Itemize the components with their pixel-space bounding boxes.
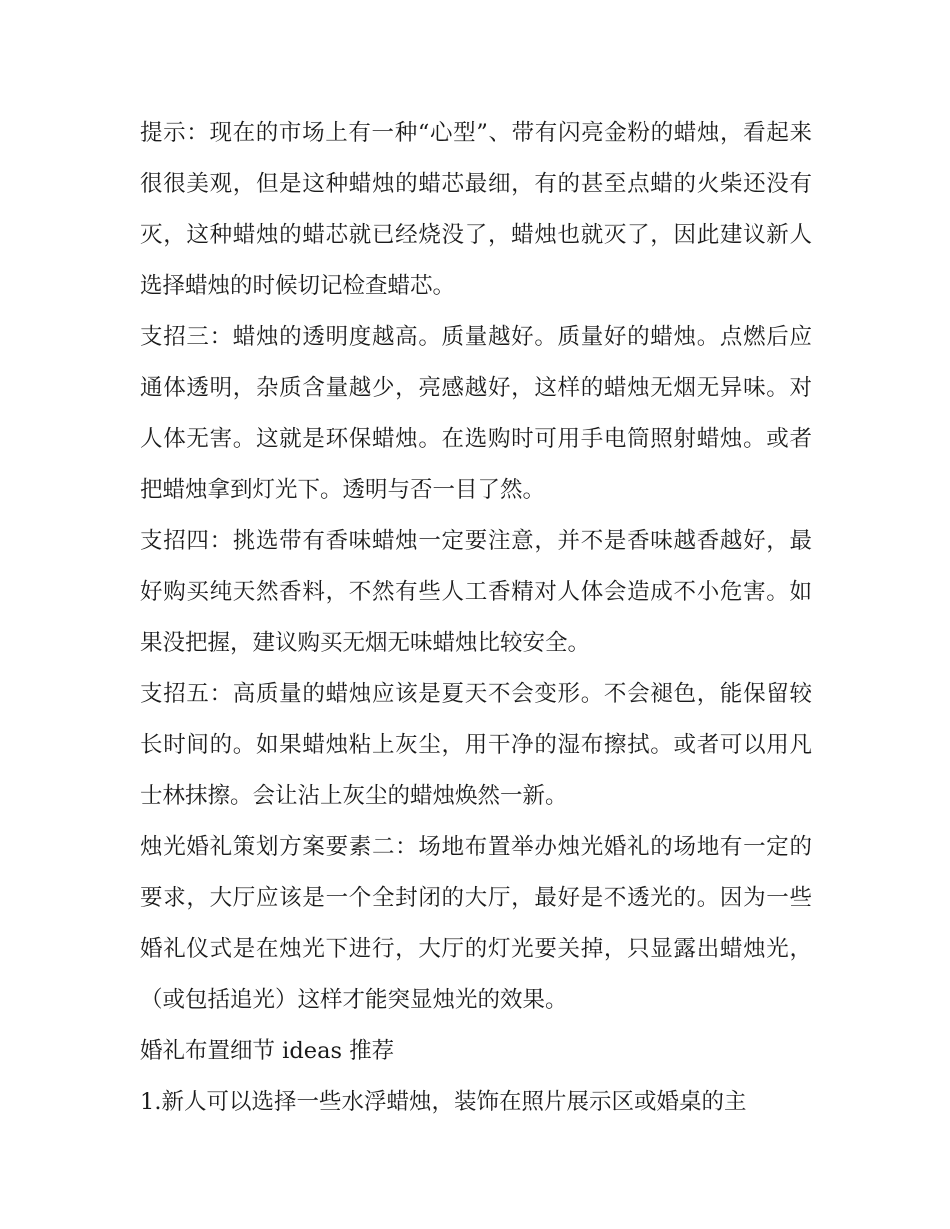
paragraph-floating-candles: 1.新人可以选择一些水浮蜡烛，装饰在照片展示区或婚桌的主: [140, 1089, 747, 1115]
paragraph-tip-four-fragrance: 支招四：挑选带有香味蜡烛一定要注意，并不是香味越香越好，最好购买纯天然香料，不然有些人工香精对人体会造成不小危害。如果没把握，建议购买无烟无味蜡烛比较安全。: [140, 528, 812, 656]
paragraph-tip-heart-candle: 提示：现在的市场上有一种“心型”、带有闪亮金粉的蜡烛，看起来很很美观，但是这种蜡烛的蜡芯最细，有的甚至点蜡的火柴还没有灭，这种蜡烛的蜡芯就已经烧没了，蜡烛也就灭了，因此建议新人选择蜡烛的时候切记检查蜡芯。: [140, 120, 812, 299]
paragraph-tip-five-quality: 支招五：高质量的蜡烛应该是夏天不会变形。不会褪色，能保留较长时间的。如果蜡烛粘上灰尘，用干净的湿布擦拭。或者可以用凡士林抹擦。会让沾上灰尘的蜡烛焕然一新。: [140, 681, 812, 809]
paragraph-tip-three-transparency: 支招三：蜡烛的透明度越高。质量越好。质量好的蜡烛。点燃后应通体透明，杂质含量越少，亮感越好，这样的蜡烛无烟无异味。对人体无害。这就是环保蜡烛。在选购时可用手电筒照射蜡烛。或者把蜡烛拿到灯光下。透明与否一目了然。: [140, 324, 812, 503]
document-page: [140, 108, 812, 1128]
section-heading-ideas: 婚礼布置细节 ideas 推荐: [140, 1038, 395, 1064]
paragraph-venue-layout: 烛光婚礼策划方案要素二：场地布置举办烛光婚礼的场地有一定的要求，大厅应该是一个全封闭的大厅，最好是不透光的。因为一些婚礼仪式是在烛光下进行，大厅的灯光要关掉，只显露出蜡烛光，（或包括追光）这样才能突显烛光的效果。: [140, 834, 812, 1013]
